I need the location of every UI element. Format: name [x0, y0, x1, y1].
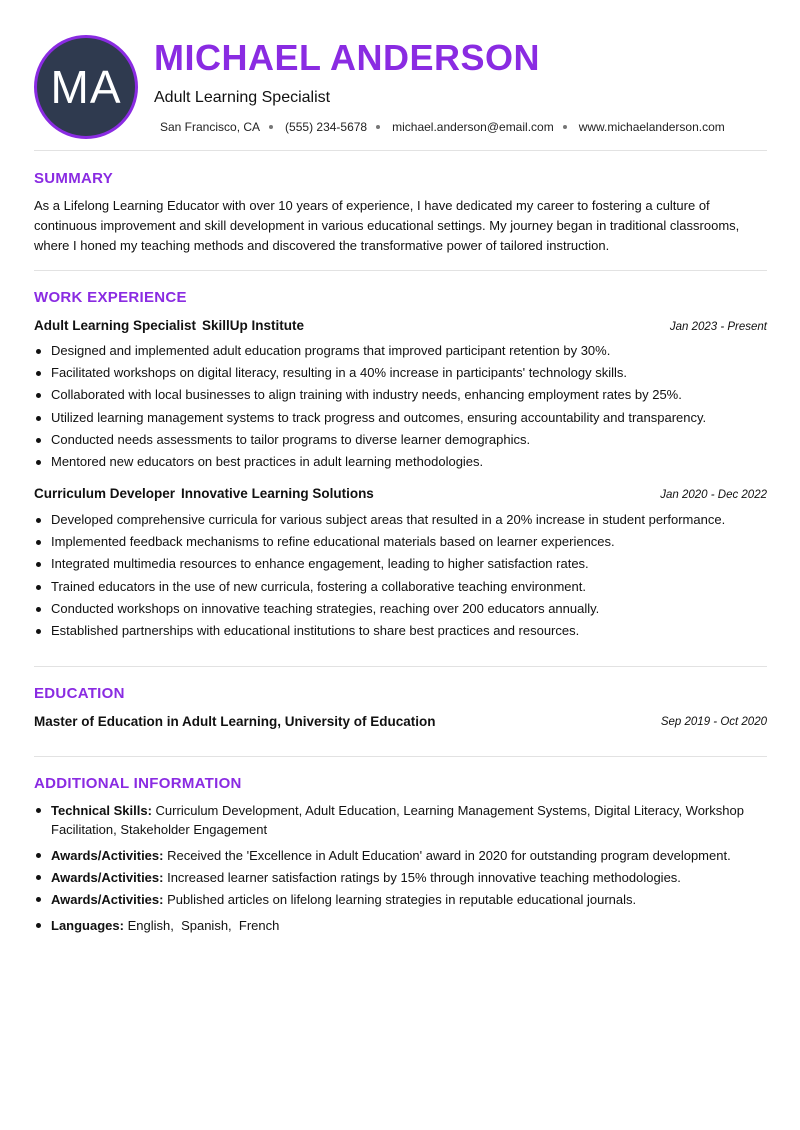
avatar: [34, 35, 138, 139]
list-item: Mentored new educators on best practices in adult learning methodologies.: [34, 451, 774, 473]
item-text: Curriculum Development, Adult Education, Learning Management Systems, Digital Literacy, Workshop Facilitation, Stakeholder Engagement: [51, 803, 744, 837]
item-label: Languages:: [51, 918, 124, 933]
divider: [34, 270, 767, 271]
contact-website: www.michaelanderson.com: [578, 120, 725, 134]
job-bullets: [34, 509, 774, 642]
list-item: Facilitated workshops on digital literacy, resulting in a 40% increase in participants' technology skills.: [34, 362, 774, 384]
list-item: [34, 890, 764, 909]
list-item: [34, 846, 764, 865]
summary-heading: SUMMARY: [34, 170, 114, 187]
divider: [34, 666, 767, 667]
additional-list: [34, 801, 764, 935]
item-text: Published articles on lifelong learning strategies in reputable educational journals.: [167, 892, 637, 907]
job-heading: [34, 486, 374, 501]
list-item: Integrated multimedia resources to enhance engagement, leading to higher satisfaction rates.: [34, 553, 774, 575]
contact-email: michael.anderson@email.com: [392, 120, 554, 134]
list-item: [34, 916, 764, 935]
list-item: Designed and implemented adult education programs that improved participant retention by 30%.: [34, 340, 774, 362]
list-item: Established partnerships with educational institutions to share best practices and resources.: [34, 620, 774, 642]
candidate-name: MICHAEL ANDERSON: [154, 37, 541, 78]
job-position: Curriculum Developer: [34, 486, 176, 501]
job-heading: [34, 318, 304, 333]
item-text: Received the 'Excellence in Adult Education' award in 2020 for outstanding program development.: [167, 848, 731, 863]
education-degree: Master of Education in Adult Learning, University of Education: [34, 714, 436, 729]
list-item: [34, 868, 764, 887]
item-text: English, Spanish, French: [127, 918, 280, 933]
item-text: Increased learner satisfaction ratings by 15% through innovative teaching methodologies.: [167, 870, 681, 885]
avatar-initials: MA: [50, 61, 122, 113]
contact-location: San Francisco, CA: [160, 120, 261, 134]
list-item: Utilized learning management systems to track progress and outcomes, ensuring accountability and transparency.: [34, 407, 774, 429]
contact-line: [160, 120, 725, 134]
job-dates: Jan 2020 - Dec 2022: [660, 489, 767, 501]
list-item: Trained educators in the use of new curricula, fostering a collaborative teaching environment.: [34, 576, 774, 598]
item-label: Awards/Activities:: [51, 870, 164, 885]
list-item: Conducted workshops on innovative teaching strategies, reaching over 200 educators annually.: [34, 598, 774, 620]
separator-dot: [563, 125, 567, 129]
education-dates: Sep 2019 - Oct 2020: [660, 716, 767, 728]
job-bullets: [34, 340, 774, 473]
summary-text: As a Lifelong Learning Educator with over 10 years of experience, I have dedicated my career to fostering a culture of continuous improvement and skill development in various educational settings. My journey began in traditional classrooms, where I honed my teaching methods and discovered the transformative power of tailored instruction.: [34, 198, 740, 253]
education-heading: EDUCATION: [34, 685, 125, 702]
job-position: Adult Learning Specialist: [34, 318, 197, 333]
job-company: SkillUp Institute: [202, 318, 305, 333]
list-item: Developed comprehensive curricula for various subject areas that resulted in a 20% increase in student performance.: [34, 509, 774, 531]
item-label: Technical Skills:: [51, 803, 152, 818]
list-item: Conducted needs assessments to tailor programs to diverse learner demographics.: [34, 429, 774, 451]
divider: [34, 756, 767, 757]
item-label: Awards/Activities:: [51, 848, 164, 863]
list-item: Collaborated with local businesses to align training with industry needs, enhancing employment rates by 25%.: [34, 384, 774, 406]
contact-phone: (555) 234-5678: [285, 120, 368, 134]
separator-dot: [269, 125, 273, 129]
separator-dot: [376, 125, 380, 129]
additional-heading: ADDITIONAL INFORMATION: [34, 775, 242, 792]
divider: [34, 150, 767, 151]
list-item: Implemented feedback mechanisms to refine educational materials based on learner experiences.: [34, 531, 774, 553]
candidate-role: Adult Learning Specialist: [154, 89, 331, 106]
item-label: Awards/Activities:: [51, 892, 164, 907]
list-item: [34, 801, 764, 839]
job-company: Innovative Learning Solutions: [181, 486, 374, 501]
experience-heading: WORK EXPERIENCE: [34, 289, 187, 306]
job-dates: Jan 2023 - Present: [669, 321, 767, 333]
